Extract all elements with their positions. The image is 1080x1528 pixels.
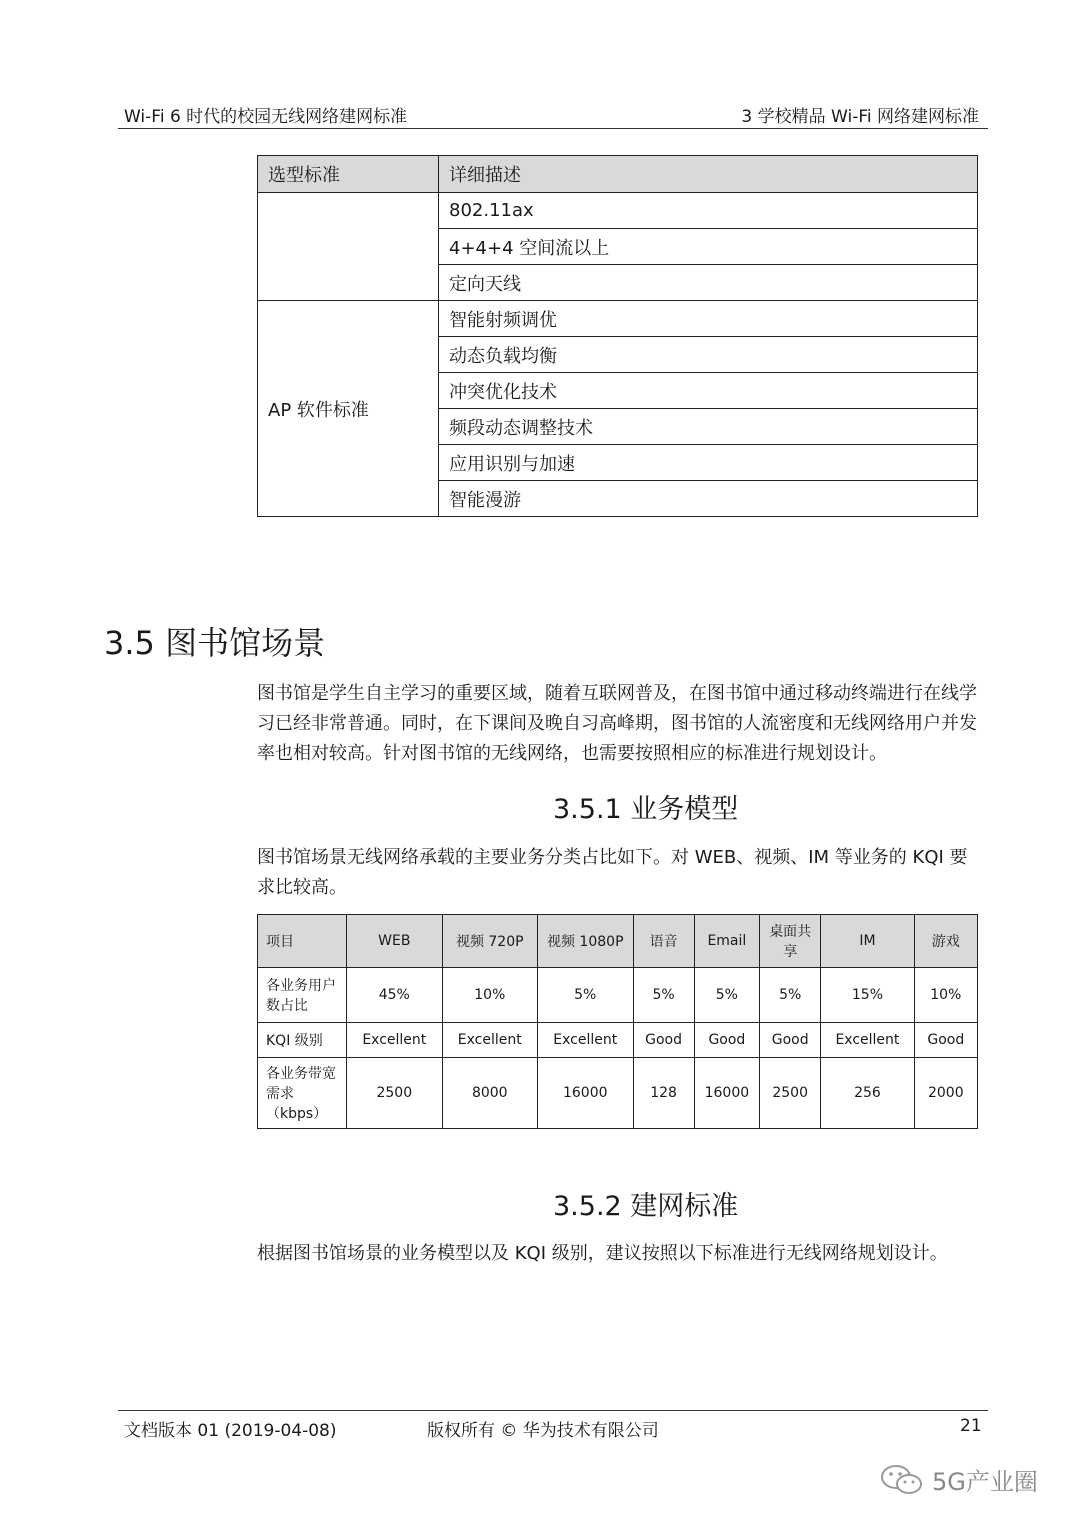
table-header-cell: IM <box>821 915 914 968</box>
table-cell: 5% <box>538 968 633 1023</box>
table-header-cell: 详细描述 <box>439 156 978 193</box>
table-row <box>258 193 978 229</box>
table-header-row <box>258 156 978 193</box>
table-cell: 频段动态调整技术 <box>439 409 978 445</box>
subsection-title-network-standard: 3.5.2 建网标准 <box>553 1191 739 1222</box>
section-title: 3.5 图书馆场景 <box>104 624 326 662</box>
table-cell: Good <box>694 1023 759 1058</box>
table-cell: 应用识别与加速 <box>439 445 978 481</box>
table-row-label: KQI 级别 <box>258 1023 347 1058</box>
table-header-cell: 桌面共享 <box>760 915 821 968</box>
table-cell: Excellent <box>538 1023 633 1058</box>
table-cell: 5% <box>694 968 759 1023</box>
table-cell-group-label: AP 软件标准 <box>258 301 439 517</box>
table-header-cell: WEB <box>347 915 442 968</box>
table-row-label: 各业务带宽需求（kbps） <box>258 1058 347 1129</box>
table-header-row <box>258 915 978 968</box>
table-header-cell: Email <box>694 915 759 968</box>
table-cell: 15% <box>821 968 914 1023</box>
footer-copyright: 版权所有 © 华为技术有限公司 <box>427 1421 659 1441</box>
table-cell: 定向天线 <box>439 265 978 301</box>
table-cell: Excellent <box>442 1023 537 1058</box>
table-cell: 5% <box>760 968 821 1023</box>
table-row <box>258 1023 978 1058</box>
table-cell: Good <box>633 1023 694 1058</box>
table-cell: 2000 <box>914 1058 977 1129</box>
table-row-label: 各业务用户数占比 <box>258 968 347 1023</box>
table-cell: Good <box>760 1023 821 1058</box>
business-model-table <box>257 914 978 1129</box>
table-row <box>258 1058 978 1129</box>
table-cell: 8000 <box>442 1058 537 1129</box>
wechat-icon <box>880 1463 924 1497</box>
table-cell: Excellent <box>347 1023 442 1058</box>
table-cell: Good <box>914 1023 977 1058</box>
table-cell: 动态负载均衡 <box>439 337 978 373</box>
table-cell: Excellent <box>821 1023 914 1058</box>
table-cell: 256 <box>821 1058 914 1129</box>
header-divider <box>118 128 988 129</box>
page-number: 21 <box>960 1416 982 1436</box>
table-header-cell: 视频 1080P <box>538 915 633 968</box>
paragraph-business-model: 图书馆场景无线网络承载的主要业务分类占比如下。对 WEB、视频、IM 等业务的 KQI 要求比较高。 <box>257 847 968 898</box>
paragraph-network-standard: 根据图书馆场景的业务模型以及 KQI 级别，建议按照以下标准进行无线网络规划设计。 <box>257 1243 948 1264</box>
table-row <box>258 301 978 337</box>
header-doc-title: Wi-Fi 6 时代的校园无线网络建网标准 <box>124 107 408 127</box>
table-header-cell: 项目 <box>258 915 347 968</box>
table-cell: 4+4+4 空间流以上 <box>439 229 978 265</box>
header-chapter-title: 3 学校精品 Wi-Fi 网络建网标准 <box>741 107 979 127</box>
ap-standard-table <box>257 155 978 517</box>
watermark-text: 5G产业圈 <box>932 1468 1038 1496</box>
table-cell: 16000 <box>538 1058 633 1129</box>
table-cell: 智能射频调优 <box>439 301 978 337</box>
paragraph-intro: 图书馆是学生自主学习的重要区域，随着互联网普及，在图书馆中通过移动终端进行在线学习已经非常普通。同时，在下课间及晚自习高峰期，图书馆的人流密度和无线网络用户并发率也相对较高。针对图书馆的无线网络，也需要按照相应的标准进行规划设计。 <box>257 683 977 764</box>
table-cell: 2500 <box>760 1058 821 1129</box>
table-cell: 智能漫游 <box>439 481 978 517</box>
table-header-cell: 视频 720P <box>442 915 537 968</box>
table-cell: 128 <box>633 1058 694 1129</box>
footer-divider <box>118 1410 988 1411</box>
table-cell: 10% <box>442 968 537 1023</box>
footer-doc-version: 文档版本 01 (2019-04-08) <box>124 1421 337 1441</box>
table-cell: 16000 <box>694 1058 759 1129</box>
table-header-cell: 选型标准 <box>258 156 439 193</box>
table-header-cell: 游戏 <box>914 915 977 968</box>
table-cell: 10% <box>914 968 977 1023</box>
table-cell-empty <box>258 193 439 301</box>
table-cell: 5% <box>633 968 694 1023</box>
table-header-cell: 语音 <box>633 915 694 968</box>
watermark <box>880 1462 1038 1497</box>
table-cell: 45% <box>347 968 442 1023</box>
table-cell: 802.11ax <box>439 193 978 229</box>
table-cell: 冲突优化技术 <box>439 373 978 409</box>
table-cell: 2500 <box>347 1058 442 1129</box>
subsection-title-business-model: 3.5.1 业务模型 <box>553 794 739 825</box>
table-row <box>258 968 978 1023</box>
